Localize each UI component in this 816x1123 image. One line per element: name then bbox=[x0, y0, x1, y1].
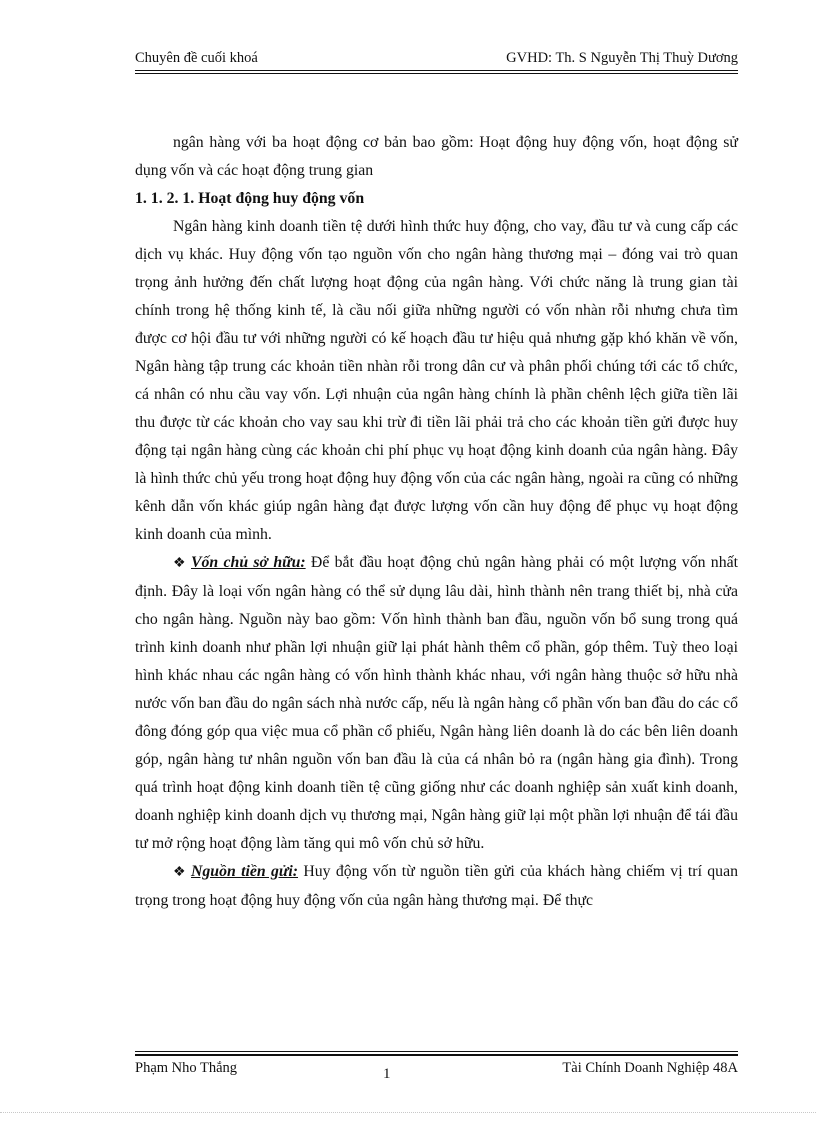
page-number: 1 bbox=[383, 1066, 391, 1082]
continuation-paragraph: ngân hàng với ba hoạt động cơ bản bao gồm: Hoạt động huy động vốn, hoạt động sử dụng vốn và các hoạt động trung gian bbox=[135, 134, 738, 179]
section-heading: 1. 1. 2. 1. Hoạt động huy động vốn bbox=[135, 190, 365, 207]
bullet-diamond-icon: ❖ bbox=[173, 865, 186, 880]
bullet-equity-text: Để bắt đầu hoạt động chủ ngân hàng phải có một lượng vốn nhất định. Đây là loại vốn ngân hàng có thể sử dụng lâu dài, hình thành nên trang thiết bị, nhà cửa cho ngân hàng. Nguồn này bao gồm: Vốn hình thành ban đầu, nguồn vốn bổ sung trong quá trình kinh doanh như phần lợi nhuận giữ lại phát hành thêm cổ phần, góp thêm. Tuỳ theo loại hình khác nhau các ngân hàng có vốn hình thành khác nhau, với ngân hàng thuộc sở hữu nhà nước vốn ban đầu do ngân sách nhà nước cấp, nếu là ngân hàng cổ phần vốn ban đầu do các cổ đông đóng góp qua việc mua cổ phần cổ phiếu, Ngân hàng liên doanh là do các bên liên doanh góp, ngân hàng tư nhân nguồn vốn ban đầu là của cá nhân bỏ ra (ngân hàng gia đình). Trong quá trình hoạt động kinh doanh tiền tệ cũng giống như các doanh nghiệp sản xuất kinh doanh, doanh nghiệp kinh doanh dịch vụ thương mại, Ngân hàng giữ lại một phần lợi nhuận để tái đầu tư mở rộng hoạt động làm tăng qui mô vốn chủ sở hữu. bbox=[135, 554, 738, 852]
bullet-deposits-term: Nguồn tiền gửi: bbox=[191, 863, 299, 880]
page-footer bbox=[135, 1060, 738, 1084]
header-document-title: Chuyên đề cuối khoá bbox=[135, 50, 258, 66]
bullet-deposits-text: Huy động vốn từ nguồn tiền gửi của khách hàng chiếm vị trí quan trọng trong hoạt động huy động vốn của ngân hàng thương mại. Để thực bbox=[135, 863, 738, 909]
bullet-diamond-icon: ❖ bbox=[173, 556, 186, 571]
footer-divider bbox=[135, 1051, 738, 1052]
paragraph-capital-mobilization: Ngân hàng kinh doanh tiền tệ dưới hình thức huy động, cho vay, đầu tư và cung cấp các dịch vụ khác. Huy động vốn tạo nguồn vốn cho ngân hàng thương mại – đóng vai trò quan trọng ảnh hưởng đến chất lượng hoạt động của ngân hàng. Với chức năng là trung gian tài chính trong hệ thống kinh tế, là cầu nối giữa những người có vốn nhàn rỗi nhưng chưa tìm được cơ hội đầu tư với những người có kế hoạch đầu tư hiệu quả nhưng gặp khó khăn về vốn, Ngân hàng tập trung các khoản tiền nhàn rỗi trong dân cư và phân phối chúng tới các tổ chức, cá nhân có nhu cầu vay vốn. Lợi nhuận của ngân hàng chính là phần chênh lệch giữa tiền lãi thu được từ các khoản cho vay sau khi trừ đi tiền lãi phải trả cho các khoản tiền gửi được huy động tại ngân hàng cùng các khoản chi phí phục vụ hoạt động kinh doanh của ngân hàng. Đây là hình thức chủ yếu trong hoạt động huy động vốn của các ngân hàng, ngoài ra cũng có những kênh dẫn vốn khác giúp ngân hàng đạt được lượng vốn cần huy động để phục vụ hoạt động kinh doanh của mình. bbox=[135, 218, 738, 543]
footer-author: Phạm Nho Thắng bbox=[135, 1060, 238, 1076]
page-header bbox=[135, 50, 738, 70]
page-edge bbox=[0, 1112, 816, 1113]
footer-divider-thick bbox=[135, 1054, 738, 1056]
header-divider bbox=[135, 70, 738, 74]
bullet-equity bbox=[135, 549, 738, 858]
bullet-deposits bbox=[135, 858, 738, 915]
document-body bbox=[135, 129, 738, 915]
bullet-equity-term: Vốn chủ sở hữu: bbox=[191, 554, 306, 571]
footer-class: Tài Chính Doanh Nghiệp 48A bbox=[562, 1060, 738, 1076]
header-supervisor: GVHD: Th. S Nguyễn Thị Thuỳ Dương bbox=[506, 50, 738, 66]
